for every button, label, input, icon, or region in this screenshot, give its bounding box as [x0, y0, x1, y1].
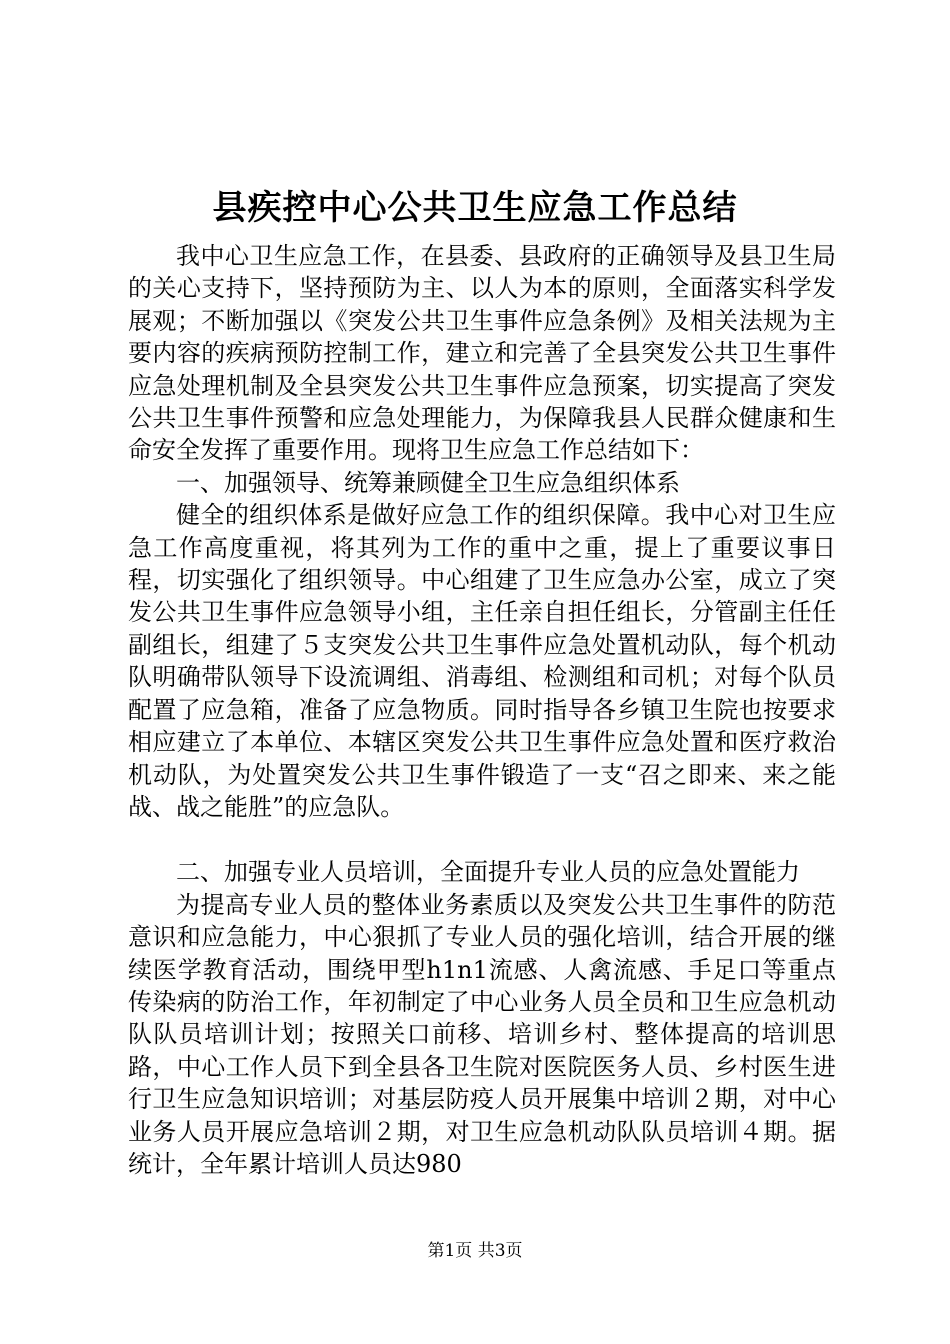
document-title: 县疾控中心公共卫生应急工作总结 — [212, 188, 738, 228]
document-body — [128, 240, 836, 1180]
section-2-paragraph: 为提高专业人员的整体业务素质以及突发公共卫生事件的防范意识和应急能力，中心狠抓了专业人员的强化培训，结合开展的继续医学教育活动，围绕甲型h1n1流感、人禽流感、手足口等重点传染病的防治工作，年初制定了中心业务人员全员和卫生应急机动队队员培训计划；按照关口前移、培训乡村、整体提高的培训思路，中心工作人员下到全县各卫生院对医院医务人员、乡村医生进行卫生应急知识培训；对基层防疫人员开展集中培训２期，对中心业务人员开展应急培训２期，对卫生应急机动队队员培训４期。据统计，全年累计培训人员达980 — [128, 890, 836, 1178]
intro-paragraph: 我中心卫生应急工作，在县委、县政府的正确领导及县卫生局的关心支持下，坚持预防为主、以人为本的原则，全面落实科学发展观；不断加强以《突发公共卫生事件应急条例》及相关法规为主要内容的疾病预防控制工作，建立和完善了全县突发公共卫生事件应急处理机制及全县突发公共卫生事件应急预案，切实提高了突发公共卫生事件预警和应急处理能力，为保障我县人民群众健康和生命安全发挥了重要作用。现将卫生应急工作总结如下： — [128, 242, 836, 465]
section-1-heading: 一、加强领导、统筹兼顾健全卫生应急组织体系 — [176, 468, 680, 497]
section-1-paragraph: 健全的组织体系是做好应急工作的组织保障。我中心对卫生应急工作高度重视，将其列为工作的重中之重，提上了重要议事日程，切实强化了组织领导。中心组建了卫生应急办公室，成立了突发公共卫生事件应急领导小组，主任亲自担任组长，分管副主任任副组长，组建了５支突发公共卫生事件应急处置机动队，每个机动队明确带队领导下设流调组、消毒组、检测组和司机；对每个队员配置了应急箱，准备了应急物质。同时指导各乡镇卫生院也按要求相应建立了本单位、本辖区突发公共卫生事件应急处置和医疗救治机动队，为处置突发公共卫生事件锻造了一支“召之即来、来之能战、战之能胜”的应急队。 — [128, 501, 836, 821]
section-2-heading: 二、加强专业人员培训，全面提升专业人员的应急处置能力 — [176, 858, 800, 887]
page-footer: 第1页 共3页 — [427, 1241, 523, 1261]
paragraph-gap — [128, 823, 836, 856]
